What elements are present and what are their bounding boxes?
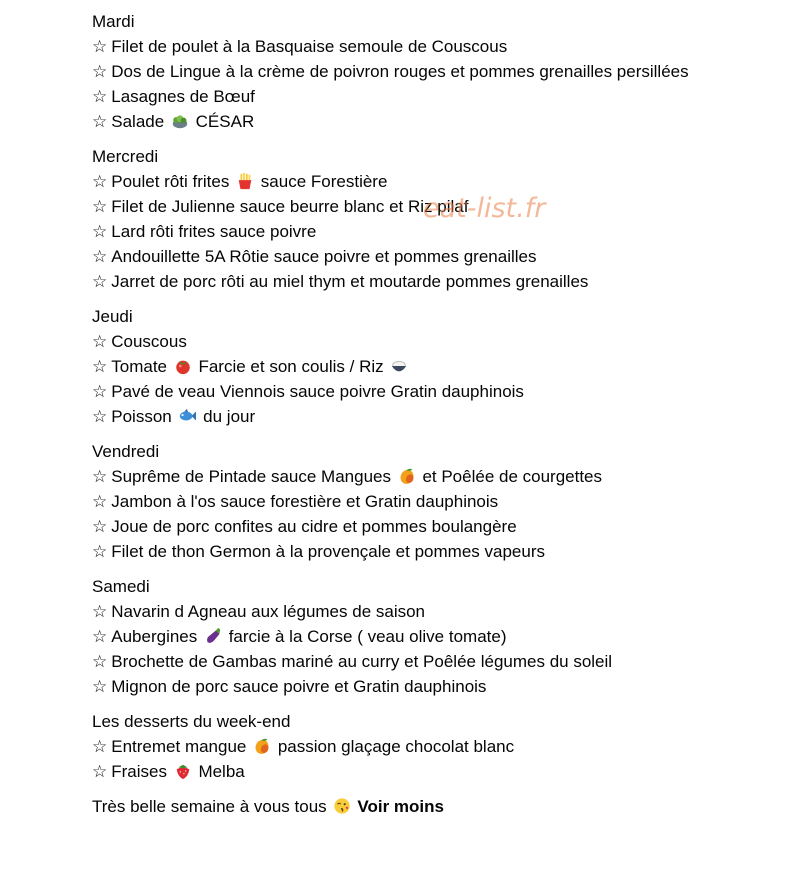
menu-item-text: Fraises bbox=[111, 762, 172, 781]
salad-icon bbox=[171, 112, 189, 130]
see-less-link[interactable]: Voir moins bbox=[357, 797, 444, 816]
menu-item bbox=[92, 489, 792, 514]
menu-item-text: Andouillette 5A Rôtie sauce poivre et pommes grenailles bbox=[111, 247, 537, 266]
menu-item-text: Farcie et son coulis / Riz bbox=[193, 357, 389, 376]
menu-item-text: CÉSAR bbox=[190, 112, 255, 131]
day-title: Vendredi bbox=[92, 442, 160, 461]
star-bullet: ☆ bbox=[92, 332, 108, 351]
menu-item-text: et Poêlée de courgettes bbox=[417, 467, 603, 486]
day-section bbox=[92, 144, 792, 294]
closing-line bbox=[92, 794, 792, 819]
watermark: eat-list.fr bbox=[423, 193, 546, 224]
day-title: Jeudi bbox=[92, 307, 133, 326]
menu-item-text: Pavé de veau Viennois sauce poivre Gratin dauphinois bbox=[111, 382, 524, 401]
menu-item bbox=[92, 674, 792, 699]
menu-item-text: farcie à la Corse ( veau olive tomate) bbox=[223, 627, 507, 646]
star-bullet: ☆ bbox=[92, 172, 108, 191]
menu-item bbox=[92, 329, 792, 354]
menu-item-text: Entremet mangue bbox=[111, 737, 252, 756]
mango-icon bbox=[398, 467, 416, 485]
menu-item bbox=[92, 464, 792, 489]
day-section bbox=[92, 574, 792, 699]
menu-item-text: Filet de Julienne sauce beurre blanc et Riz pilaf bbox=[111, 197, 469, 216]
menu-item-text: Lasagnes de Bœuf bbox=[111, 87, 255, 106]
menu-item bbox=[92, 624, 792, 649]
day-section bbox=[92, 709, 792, 784]
star-bullet: ☆ bbox=[92, 112, 108, 131]
menu-item-text: Mignon de porc sauce poivre et Gratin dauphinois bbox=[111, 677, 487, 696]
menu-item-text: Suprême de Pintade sauce Mangues bbox=[111, 467, 396, 486]
menu-item bbox=[92, 244, 792, 269]
menu-item-text: Jambon à l'os sauce forestière et Gratin dauphinois bbox=[111, 492, 499, 511]
menu-item bbox=[92, 734, 792, 759]
menu-item bbox=[92, 194, 792, 219]
rice-bowl-icon bbox=[390, 357, 408, 375]
menu-item bbox=[92, 649, 792, 674]
star-bullet: ☆ bbox=[92, 762, 108, 781]
tomato-icon bbox=[174, 357, 192, 375]
menu-item-text: Filet de poulet à la Basquaise semoule de Couscous bbox=[111, 37, 508, 56]
menu-item-text: sauce Forestière bbox=[256, 172, 388, 191]
menu-item-text: Navarin d Agneau aux légumes de saison bbox=[111, 602, 426, 621]
eggplant-icon bbox=[204, 627, 222, 645]
star-bullet: ☆ bbox=[92, 222, 108, 241]
mango-icon bbox=[253, 737, 271, 755]
star-bullet: ☆ bbox=[92, 677, 108, 696]
menu-item-text: Dos de Lingue à la crème de poivron rouges et pommes grenailles persillées bbox=[111, 62, 689, 81]
star-bullet: ☆ bbox=[92, 467, 108, 486]
menu-item bbox=[92, 379, 792, 404]
fish-icon bbox=[178, 407, 196, 425]
star-bullet: ☆ bbox=[92, 382, 108, 401]
star-bullet: ☆ bbox=[92, 492, 108, 511]
menu-item-text: Melba bbox=[193, 762, 245, 781]
closing-text: Très belle semaine à vous tous bbox=[92, 797, 332, 816]
star-bullet: ☆ bbox=[92, 652, 108, 671]
menu-item bbox=[92, 169, 792, 194]
day-title: Samedi bbox=[92, 577, 150, 596]
menu-item-text: Aubergines bbox=[111, 627, 202, 646]
menu-item-text: Brochette de Gambas mariné au curry et Poêlée légumes du soleil bbox=[111, 652, 613, 671]
menu-item-text: Lard rôti frites sauce poivre bbox=[111, 222, 317, 241]
star-bullet: ☆ bbox=[92, 407, 108, 426]
star-bullet: ☆ bbox=[92, 542, 108, 561]
star-bullet: ☆ bbox=[92, 627, 108, 646]
menu-item bbox=[92, 354, 792, 379]
menu-item bbox=[92, 539, 792, 564]
menu-item-text: Jarret de porc rôti au miel thym et moutarde pommes grenailles bbox=[111, 272, 589, 291]
menu-item bbox=[92, 404, 792, 429]
day-title: Mercredi bbox=[92, 147, 159, 166]
star-bullet: ☆ bbox=[92, 517, 108, 536]
fries-icon bbox=[236, 172, 254, 190]
star-bullet: ☆ bbox=[92, 272, 108, 291]
star-bullet: ☆ bbox=[92, 357, 108, 376]
menu-item-text: Salade bbox=[111, 112, 169, 131]
menu-item bbox=[92, 59, 792, 84]
menu-item-text: Joue de porc confites au cidre et pommes boulangère bbox=[111, 517, 517, 536]
menu-item bbox=[92, 599, 792, 624]
menu-item bbox=[92, 759, 792, 784]
strawberry-icon bbox=[174, 762, 192, 780]
menu-item-text: Poisson bbox=[111, 407, 177, 426]
star-bullet: ☆ bbox=[92, 737, 108, 756]
day-section bbox=[92, 9, 792, 134]
day-title: Mardi bbox=[92, 12, 135, 31]
menu-item-text: Couscous bbox=[111, 332, 187, 351]
star-bullet: ☆ bbox=[92, 247, 108, 266]
menu-item-text: Tomate bbox=[111, 357, 172, 376]
star-bullet: ☆ bbox=[92, 602, 108, 621]
menu-item bbox=[92, 84, 792, 109]
menu-item bbox=[92, 109, 792, 134]
menu-item-text: du jour bbox=[198, 407, 256, 426]
day-section bbox=[92, 304, 792, 429]
kiss-wink-icon bbox=[333, 797, 351, 815]
star-bullet: ☆ bbox=[92, 37, 108, 56]
menu-item bbox=[92, 514, 792, 539]
day-section bbox=[92, 439, 792, 564]
menu-item bbox=[92, 269, 792, 294]
post-body bbox=[92, 9, 792, 819]
menu-item-text: passion glaçage chocolat blanc bbox=[273, 737, 515, 756]
star-bullet: ☆ bbox=[92, 87, 108, 106]
menu-item bbox=[92, 219, 792, 244]
menu-item-text: Filet de thon Germon à la provençale et pommes vapeurs bbox=[111, 542, 545, 561]
menu-item-text: Poulet rôti frites bbox=[111, 172, 235, 191]
menu-item bbox=[92, 34, 792, 59]
star-bullet: ☆ bbox=[92, 62, 108, 81]
day-title: Les desserts du week-end bbox=[92, 712, 291, 731]
star-bullet: ☆ bbox=[92, 197, 108, 216]
